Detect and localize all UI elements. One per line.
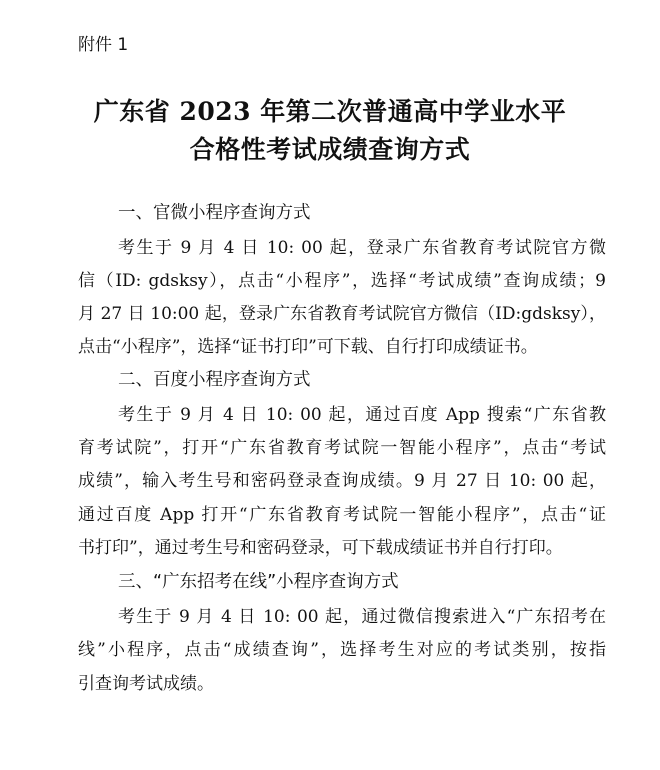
section-1-paragraph-line: 月 27 日 10:00 起，登录广东省教育考试院官方微信（ID:gdsksy）， (78, 304, 606, 324)
section-heading-2: 二、百度小程序查询方式 (118, 370, 311, 390)
document-title-line-1: 广东省 2023 年第二次普通高中学业水平 (93, 97, 567, 126)
section-3-paragraph-line: 考生于 9 月 4 日 10: 00 起，通过微信搜索进入“广东招考在 (118, 607, 606, 627)
section-heading-3: 三、“广东招考在线”小程序查询方式 (118, 572, 399, 592)
section-2-paragraph-line: 通过百度 App 打开“广东省教育考试院一智能小程序”，点击“证 (78, 505, 606, 525)
section-2-paragraph-line: 考生于 9 月 4 日 10: 00 起，通过百度 App 搜索“广东省教 (118, 405, 606, 425)
section-3-paragraph-line: 引查询考试成绩。 (78, 674, 214, 694)
section-heading-1: 一、官微小程序查询方式 (118, 203, 311, 223)
section-1-paragraph-line: 考生于 9 月 4 日 10: 00 起，登录广东省教育考试院官方微 (118, 238, 606, 258)
section-2-paragraph-line: 书打印”，通过考生号和密码登录，可下载成绩证书并自行打印。 (78, 538, 563, 558)
section-2-paragraph-line: 育考试院”，打开“广东省教育考试院一智能小程序”，点击“考试 (78, 438, 606, 458)
document-title-line-2: 合格性考试成绩查询方式 (189, 135, 471, 164)
section-1-paragraph-line: 点击“小程序”，选择“证书打印”可下载、自行打印成绩证书。 (78, 337, 538, 357)
section-2-paragraph-line: 成绩”，输入考生号和密码登录查询成绩。9 月 27 日 10: 00 起， (78, 471, 606, 491)
attachment-label: 附件 1 (78, 35, 129, 55)
section-3-paragraph-line: 线”小程序，点击“成绩查询”，选择考生对应的考试类别，按指 (78, 640, 606, 660)
section-1-paragraph-line: 信（ID: gdsksy），点击“小程序”，选择“考试成绩”查询成绩；9 (78, 271, 606, 291)
